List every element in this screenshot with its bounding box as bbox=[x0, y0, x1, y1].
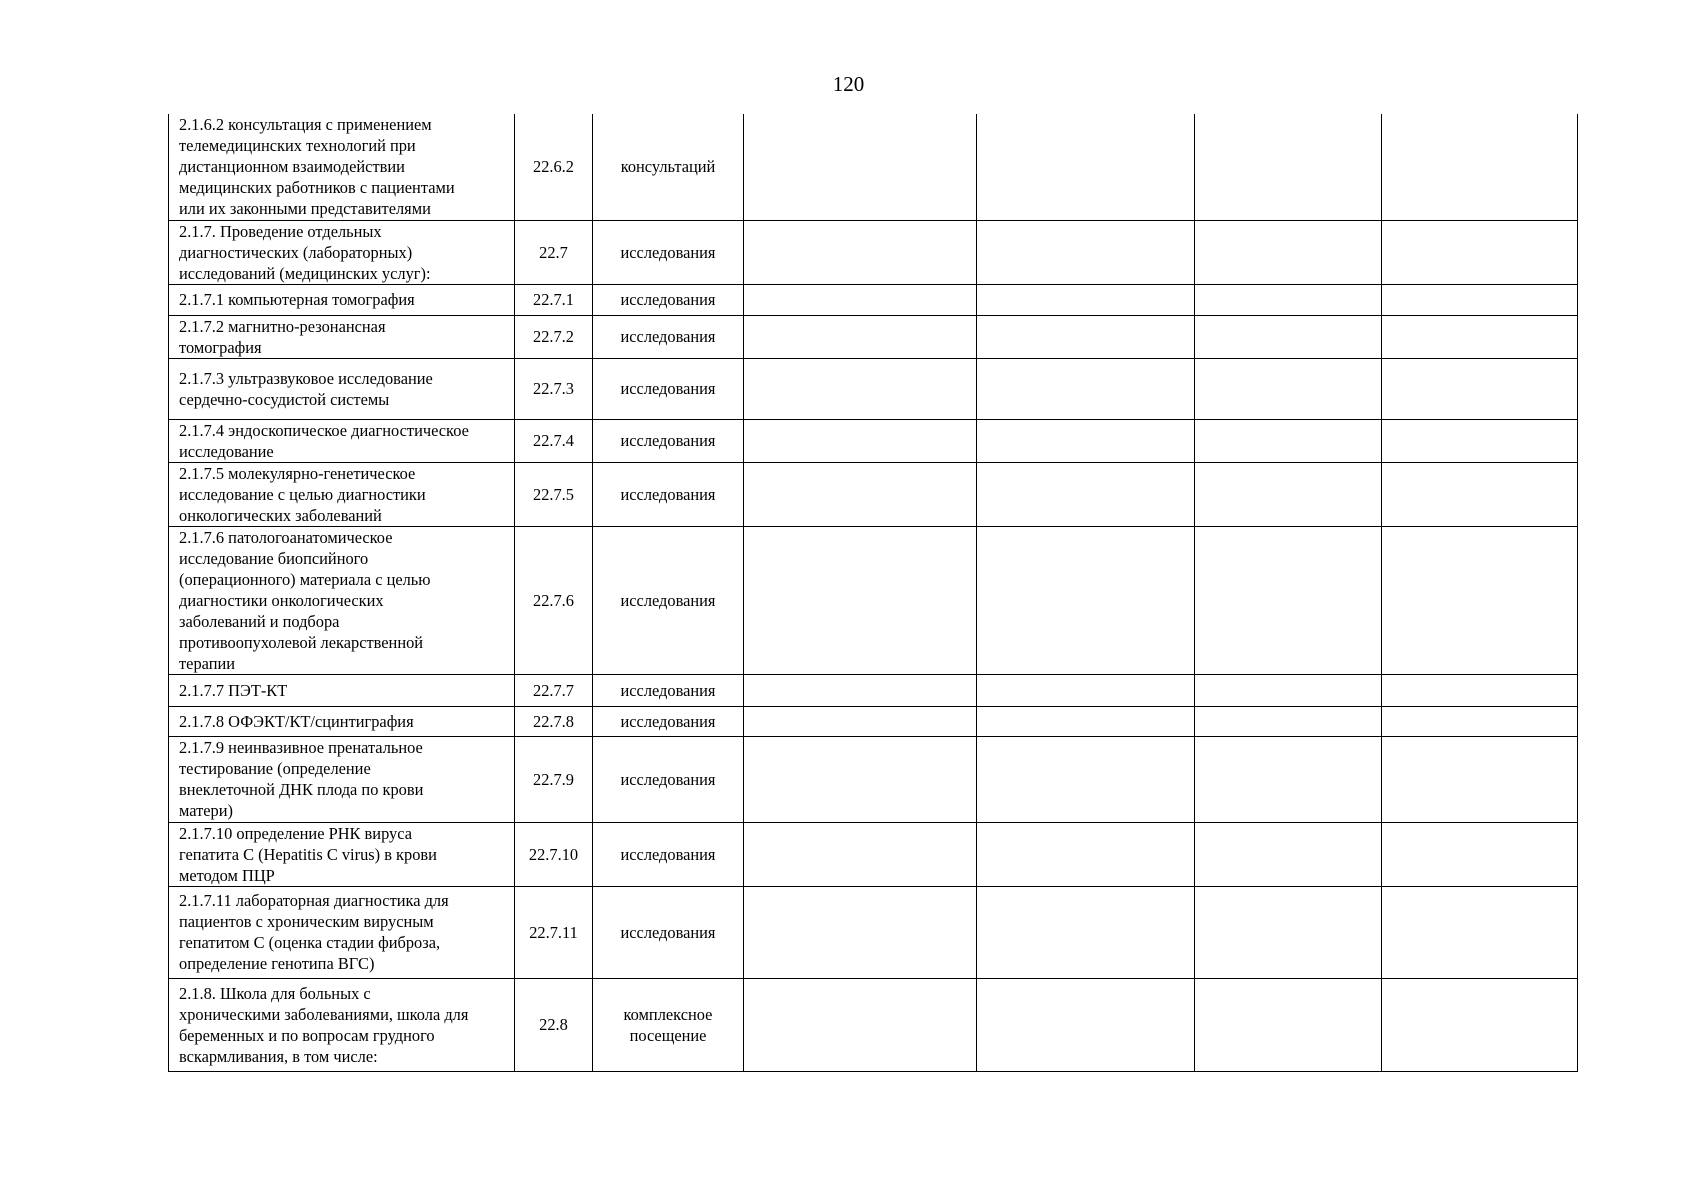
row-unit-cell: исследования bbox=[593, 315, 744, 358]
row-unit-cell: консультаций bbox=[593, 114, 744, 220]
row-unit-cell: исследования bbox=[593, 419, 744, 462]
row-unit-cell: исследования bbox=[593, 358, 744, 419]
empty-cell bbox=[1195, 284, 1382, 315]
row-code-cell: 22.7 bbox=[515, 220, 593, 284]
empty-cell bbox=[1195, 358, 1382, 419]
row-code-cell: 22.7.4 bbox=[515, 419, 593, 462]
row-code-cell: 22.7.5 bbox=[515, 462, 593, 526]
empty-cell bbox=[1195, 886, 1382, 978]
empty-cell bbox=[977, 978, 1195, 1071]
row-name-cell: 2.1.7.3 ультразвуковое исследование сердечно-сосудистой системы bbox=[169, 358, 515, 419]
row-name-cell: 2.1.7.1 компьютерная томография bbox=[169, 284, 515, 315]
row-name-cell: 2.1.7.10 определение РНК вируса гепатита C (Hepatitis C virus) в крови методом ПЦР bbox=[169, 822, 515, 886]
empty-cell bbox=[744, 284, 977, 315]
empty-cell bbox=[1195, 315, 1382, 358]
empty-cell bbox=[744, 315, 977, 358]
empty-cell bbox=[1195, 526, 1382, 674]
empty-cell bbox=[977, 526, 1195, 674]
row-unit-cell: исследования bbox=[593, 462, 744, 526]
row-code-cell: 22.7.6 bbox=[515, 526, 593, 674]
empty-cell bbox=[1195, 674, 1382, 706]
table-row bbox=[169, 419, 1578, 462]
table-row bbox=[169, 886, 1578, 978]
empty-cell bbox=[1382, 284, 1578, 315]
row-unit-cell: исследования bbox=[593, 220, 744, 284]
empty-cell bbox=[1195, 706, 1382, 736]
row-unit-cell: исследования bbox=[593, 736, 744, 822]
row-code-cell: 22.7.10 bbox=[515, 822, 593, 886]
empty-cell bbox=[744, 358, 977, 419]
row-unit-cell: исследования bbox=[593, 822, 744, 886]
empty-cell bbox=[1195, 462, 1382, 526]
row-unit-cell: исследования bbox=[593, 674, 744, 706]
empty-cell bbox=[1382, 526, 1578, 674]
table-row bbox=[169, 114, 1578, 220]
empty-cell bbox=[1195, 978, 1382, 1071]
table-row bbox=[169, 706, 1578, 736]
table-row bbox=[169, 220, 1578, 284]
empty-cell bbox=[1195, 419, 1382, 462]
empty-cell bbox=[744, 978, 977, 1071]
empty-cell bbox=[977, 706, 1195, 736]
row-name-cell: 2.1.7.6 патологоанатомическое исследование биопсийного (операционного) материала с целью диагностики онкологических заболеваний и подбора противоопухолевой лекарственной терапии bbox=[169, 526, 515, 674]
empty-cell bbox=[1195, 114, 1382, 220]
row-code-cell: 22.7.8 bbox=[515, 706, 593, 736]
empty-cell bbox=[1382, 419, 1578, 462]
table-row bbox=[169, 315, 1578, 358]
row-name-cell: 2.1.7.5 молекулярно-генетическое исследование с целью диагностики онкологических заболеваний bbox=[169, 462, 515, 526]
table-row bbox=[169, 284, 1578, 315]
row-code-cell: 22.8 bbox=[515, 978, 593, 1071]
empty-cell bbox=[977, 220, 1195, 284]
page-number: 120 bbox=[832, 72, 865, 96]
empty-cell bbox=[744, 114, 977, 220]
empty-cell bbox=[977, 886, 1195, 978]
row-name-cell: 2.1.7.8 ОФЭКТ/КТ/сцинтиграфия bbox=[169, 706, 515, 736]
table-row bbox=[169, 526, 1578, 674]
empty-cell bbox=[1382, 358, 1578, 419]
empty-cell bbox=[1382, 978, 1578, 1071]
empty-cell bbox=[977, 284, 1195, 315]
row-name-cell: 2.1.6.2 консультация с применением телемедицинских технологий при дистанционном взаимодействии медицинских работников с пациентами или их законными представителями bbox=[169, 114, 515, 220]
row-name-cell: 2.1.7. Проведение отдельных диагностических (лабораторных) исследований (медицинских услуг): bbox=[169, 220, 515, 284]
empty-cell bbox=[744, 220, 977, 284]
empty-cell bbox=[744, 526, 977, 674]
empty-cell bbox=[977, 114, 1195, 220]
empty-cell bbox=[744, 419, 977, 462]
empty-cell bbox=[744, 886, 977, 978]
empty-cell bbox=[977, 674, 1195, 706]
row-unit-cell: исследования bbox=[593, 526, 744, 674]
row-name-cell: 2.1.7.11 лабораторная диагностика для пациентов с хроническим вирусным гепатитом C (оценка стадии фиброза, определение генотипа ВГС) bbox=[169, 886, 515, 978]
empty-cell bbox=[1382, 822, 1578, 886]
row-name-cell: 2.1.7.4 эндоскопическое диагностическое исследование bbox=[169, 419, 515, 462]
empty-cell bbox=[1382, 674, 1578, 706]
table-row bbox=[169, 978, 1578, 1071]
empty-cell bbox=[977, 736, 1195, 822]
row-code-cell: 22.7.3 bbox=[515, 358, 593, 419]
empty-cell bbox=[977, 822, 1195, 886]
table-row bbox=[169, 674, 1578, 706]
row-name-cell: 2.1.7.7 ПЭТ-КТ bbox=[169, 674, 515, 706]
empty-cell bbox=[1382, 114, 1578, 220]
row-unit-cell: исследования bbox=[593, 886, 744, 978]
data-table bbox=[168, 114, 1578, 1072]
empty-cell bbox=[744, 822, 977, 886]
row-name-cell: 2.1.8. Школа для больных с хроническими заболеваниями, школа для беременных и по вопросам грудного вскармливания, в том числе: bbox=[169, 978, 515, 1071]
empty-cell bbox=[977, 462, 1195, 526]
row-code-cell: 22.7.2 bbox=[515, 315, 593, 358]
table-row bbox=[169, 822, 1578, 886]
row-unit-cell: исследования bbox=[593, 284, 744, 315]
empty-cell bbox=[1382, 736, 1578, 822]
empty-cell bbox=[1195, 736, 1382, 822]
row-code-cell: 22.7.7 bbox=[515, 674, 593, 706]
empty-cell bbox=[1195, 822, 1382, 886]
empty-cell bbox=[1382, 220, 1578, 284]
row-code-cell: 22.7.11 bbox=[515, 886, 593, 978]
empty-cell bbox=[744, 462, 977, 526]
row-code-cell: 22.7.9 bbox=[515, 736, 593, 822]
empty-cell bbox=[744, 736, 977, 822]
row-code-cell: 22.6.2 bbox=[515, 114, 593, 220]
row-unit-cell: исследования bbox=[593, 706, 744, 736]
empty-cell bbox=[744, 706, 977, 736]
empty-cell bbox=[744, 674, 977, 706]
empty-cell bbox=[977, 358, 1195, 419]
empty-cell bbox=[1382, 706, 1578, 736]
empty-cell bbox=[1382, 315, 1578, 358]
row-unit-cell: комплексное посещение bbox=[593, 978, 744, 1071]
table-row bbox=[169, 358, 1578, 419]
table-row bbox=[169, 462, 1578, 526]
empty-cell bbox=[1195, 220, 1382, 284]
row-code-cell: 22.7.1 bbox=[515, 284, 593, 315]
row-name-cell: 2.1.7.9 неинвазивное пренатальное тестирование (определение внеклеточной ДНК плода по крови матери) bbox=[169, 736, 515, 822]
table-row bbox=[169, 736, 1578, 822]
empty-cell bbox=[977, 419, 1195, 462]
empty-cell bbox=[1382, 886, 1578, 978]
empty-cell bbox=[1382, 462, 1578, 526]
empty-cell bbox=[977, 315, 1195, 358]
row-name-cell: 2.1.7.2 магнитно-резонансная томография bbox=[169, 315, 515, 358]
